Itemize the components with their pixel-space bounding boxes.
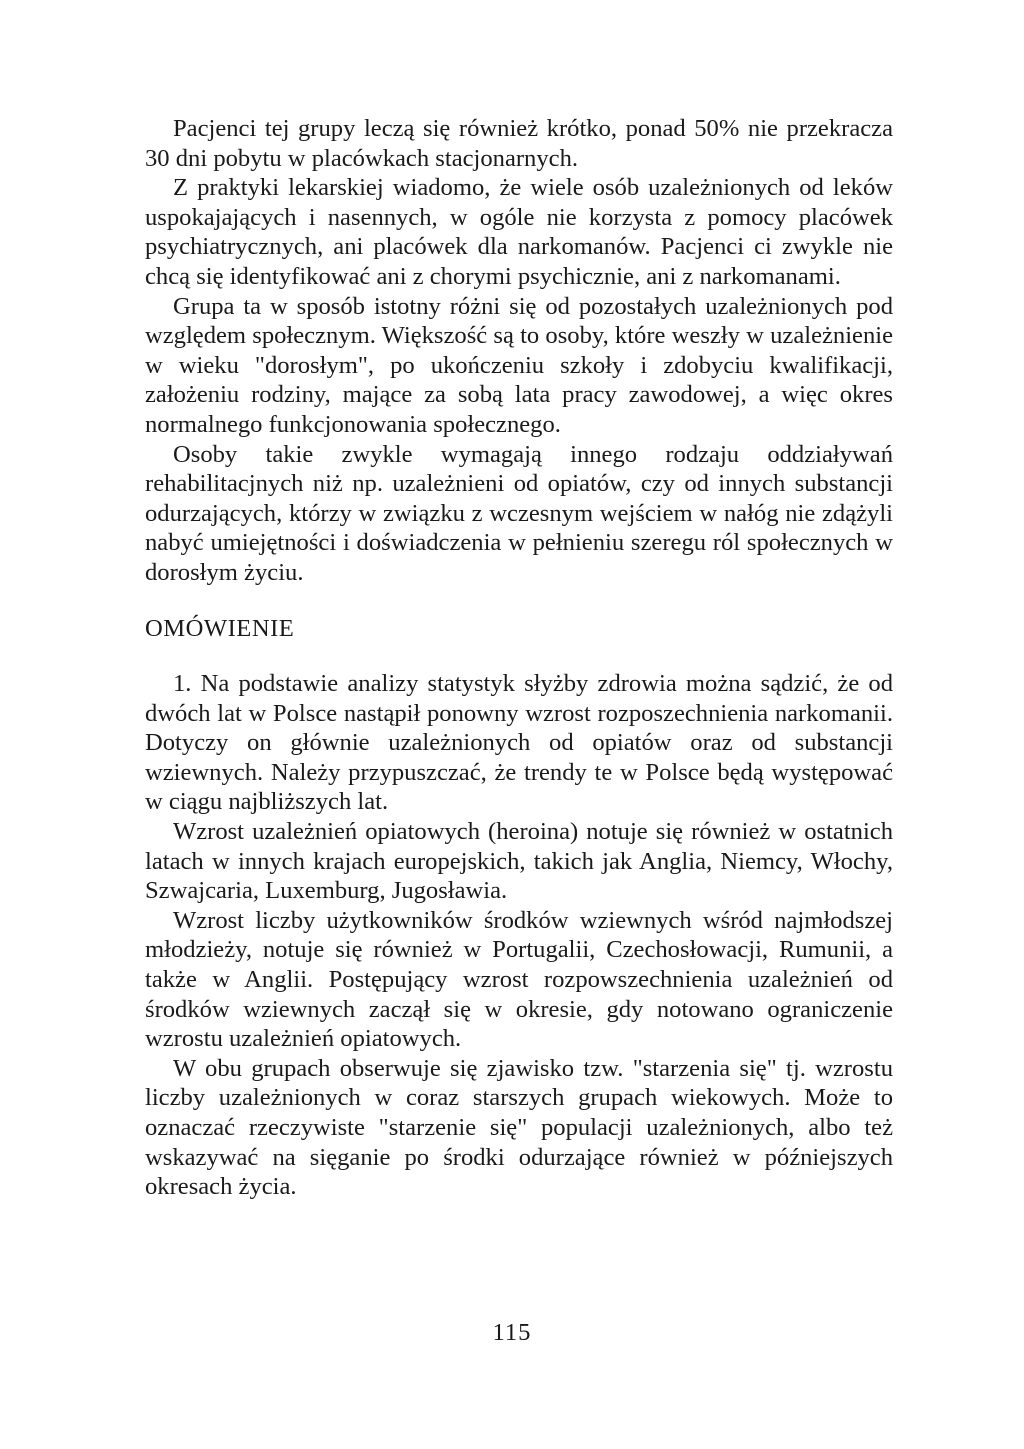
- paragraph-treatment-duration: Pacjenci tej grupy leczą się również krótko, ponad 50% nie przekracza 30 dni pobytu w placówkach stacjonarnych.: [145, 115, 893, 172]
- paragraph-aging-phenomenon: W obu grupach obserwuje się zjawisko tzw. "starzenia się" tj. wzrostu liczby uzależnionych w coraz starszych grupach wiekowych. Może to oznaczać rzeczywiste "starzenie się" populacji uzależnionych, albo też wskazywać na sięganie po środki odurzające również w późniejszych okresach życia.: [145, 1054, 893, 1201]
- paragraph-statistics-analysis: 1. Na podstawie analizy statystyk słyżby zdrowia można sądzić, że od dwóch lat w Polsce nastąpił ponowny wzrost rozposzechnienia narkomanii. Dotyczy on głównie uzależnionych od opiatów oraz od substancji wziewnych. Należy przypuszczać, że trendy te w Polsce będą występować w ciągu najbliższych lat.: [145, 670, 893, 816]
- section-heading-omowienie: OMÓWIENIE: [145, 614, 295, 642]
- section-body: [145, 669, 893, 1202]
- paragraph-opiate-growth-europe: Wzrost uzależnień opiatowych (heroina) notuje się również w ostatnich latach w innych krajach europejskich, takich jak Anglia, Niemcy, Włochy, Szwajcaria, Luxemburg, Jugosławia.: [145, 818, 893, 905]
- page-number: 115: [492, 1319, 532, 1346]
- paragraph-social-differences: Grupa ta w sposób istotny różni się od pozostałych uzależnionych pod względem społecznym. Większość są to osoby, które weszły w uzależnienie w wieku "dorosłym", po ukończeniu szkoły i zdobyciu kwalifikacji, założeniu rodziny, mające za sobą lata pracy zawodowej, a więc okres normalnego funkcjonowania społecznego.: [145, 292, 893, 438]
- paragraph-inhalant-growth: Wzrost liczby użytkowników środków wziewnych wśród najmłodszej młodzieży, notuje się również w Portugalii, Czechosłowacji, Rumunii, a także w Anglii. Postępujący wzrost rozpowszechnienia uzależnień od środków wziewnych zaczął się w okresie, gdy notowano ograniczenie wzrostu uzależnień opiatowych.: [145, 906, 893, 1053]
- paragraph-rehabilitation-needs: Osoby takie zwykle wymagają innego rodzaju oddziaływań rehabilitacjnych niż np. uzależnieni od opiatów, czy od innych substancji odurzających, którzy w związku z wczesnym wejściem w nałóg nie zdążyli nabyć umiejętności i doświadczenia w pełnieniu szeregu ról społecznych w dorosłym życiu.: [145, 440, 893, 586]
- page-body: [145, 114, 893, 1202]
- paragraph-sedative-users: Z praktyki lekarskiej wiadomo, że wiele osób uzależnionych od leków uspokajających i nasennych, w ogóle nie korzysta z pomocy placówek psychiatrycznych, ani placówek dla narkomanów. Pacjenci ci zwykle nie chcą się identyfikować ani z chorymi psychicznie, ani z narkomanami.: [145, 174, 893, 290]
